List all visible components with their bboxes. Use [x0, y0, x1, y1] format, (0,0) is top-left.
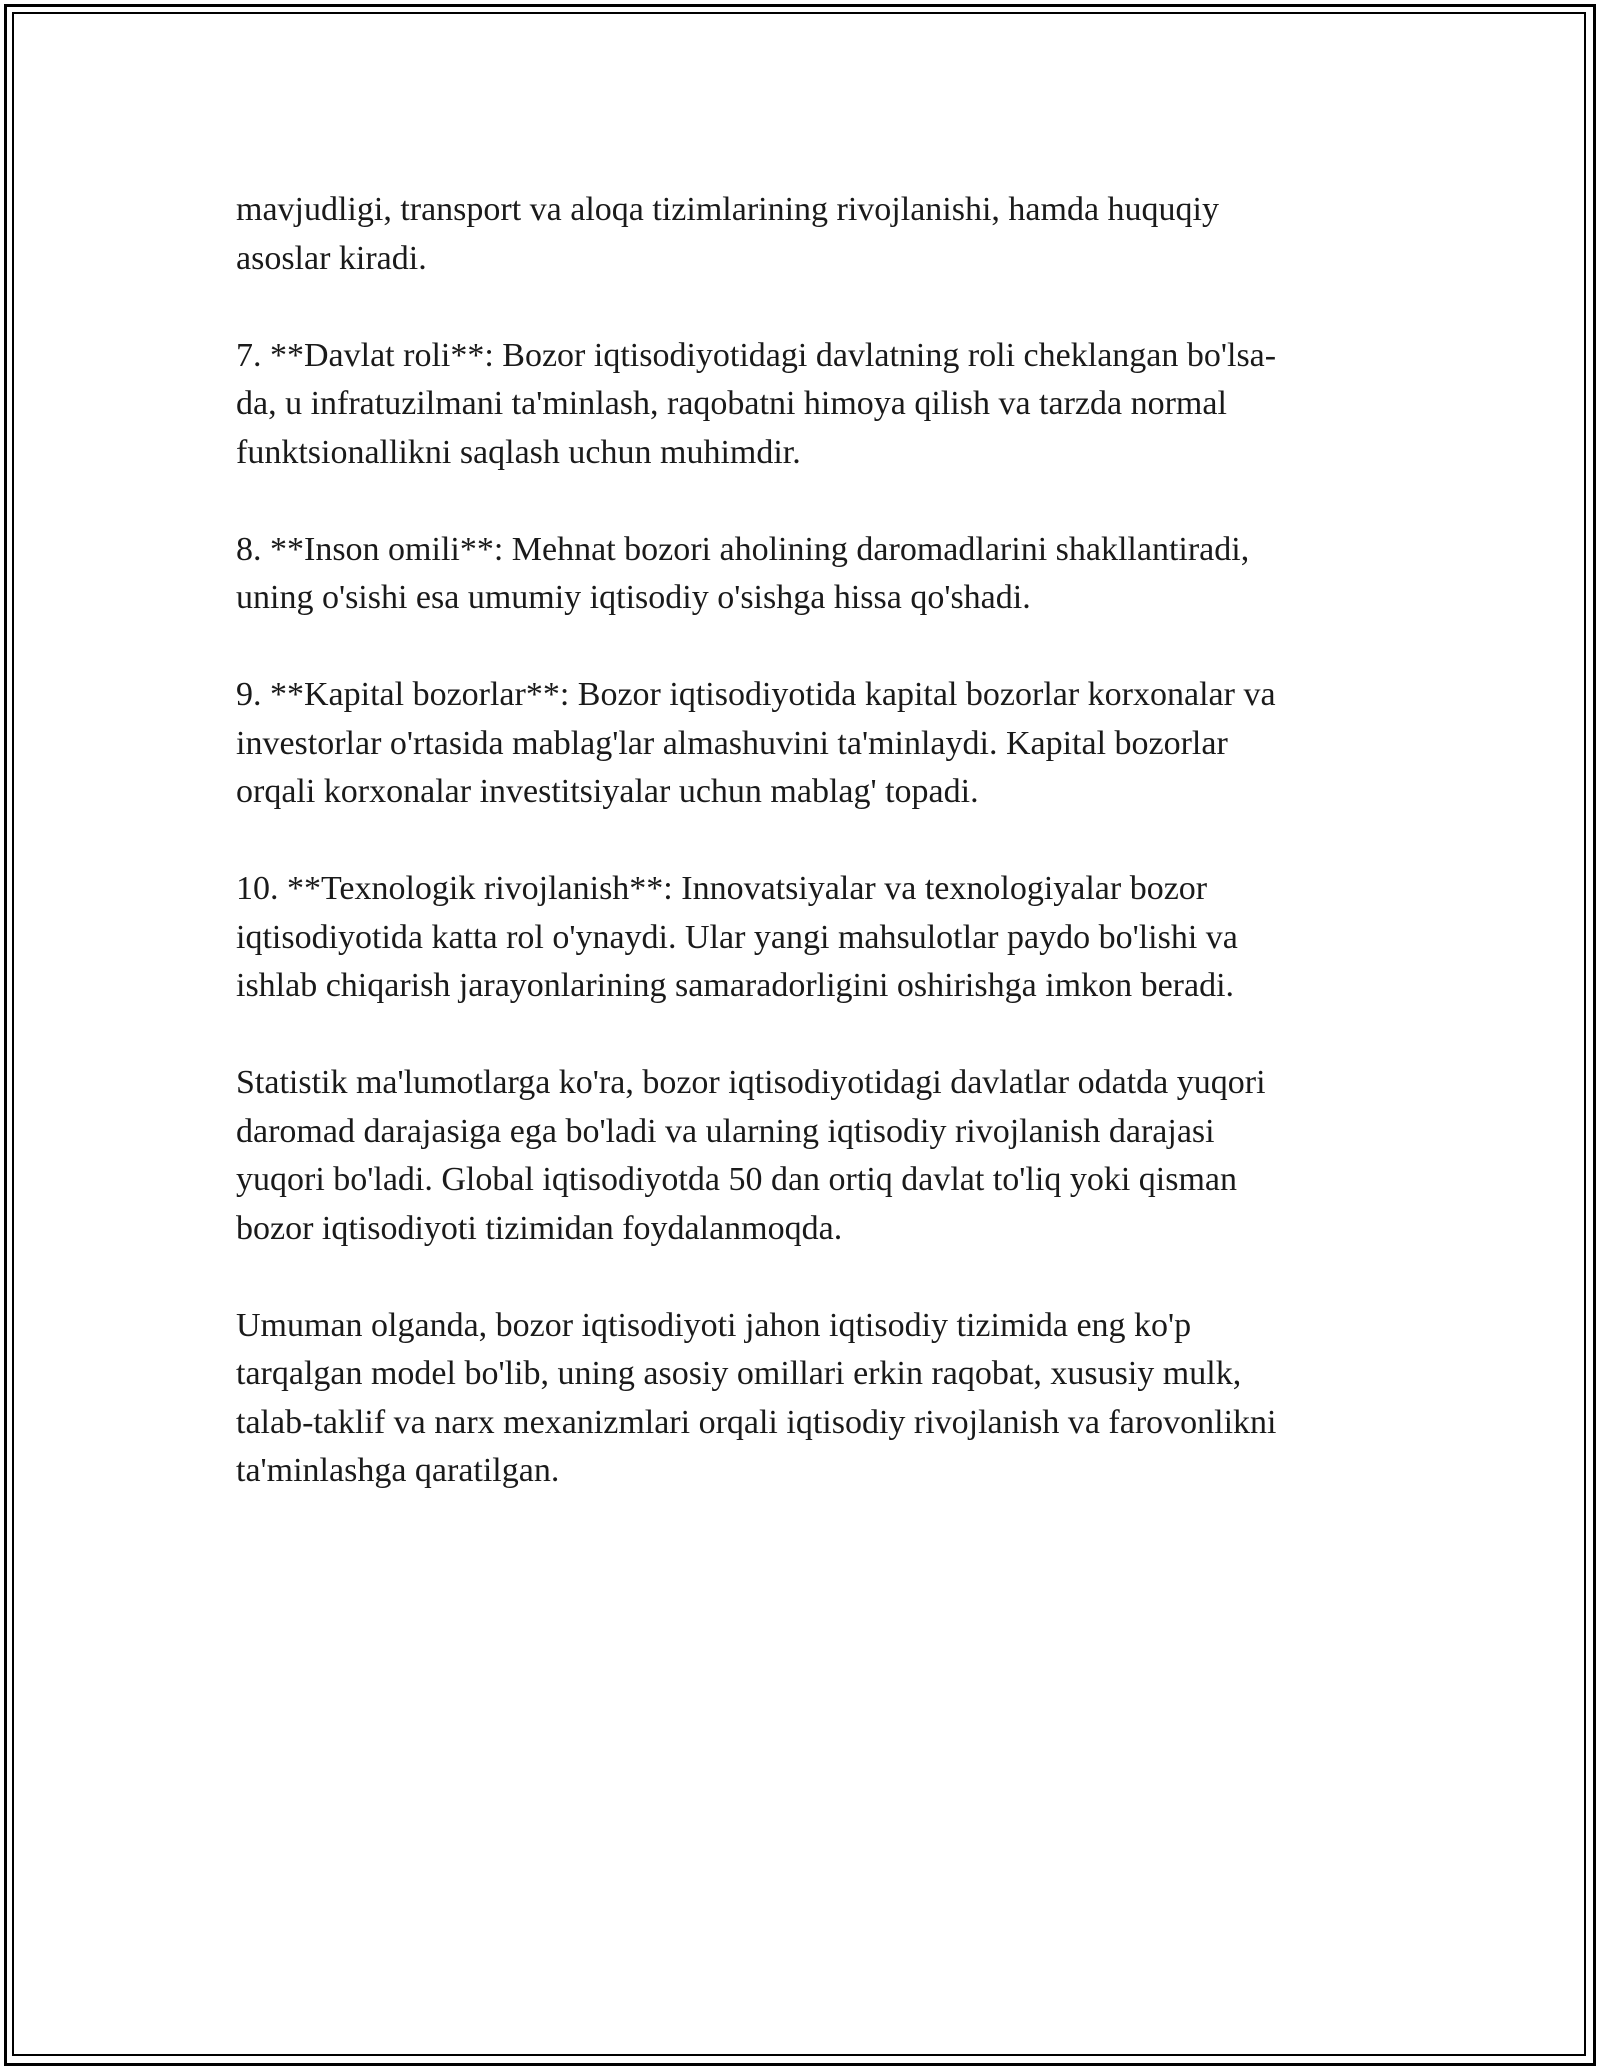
- paragraph-texnologik-rivojlanish: 10. **Texnologik rivojlanish**: Innovatsiyalar va texnologiyalar bozor iqtisodiyotida katta rol o'ynaydi. Ular yangi mahsulotlar paydo bo'lishi va ishlab chiqarish jarayonlarining samaradorligini oshirishga imkon beradi.: [236, 870, 1238, 1004]
- document-body: [236, 186, 1396, 1544]
- paragraph-davlat-roli: 7. **Davlat roli**: Bozor iqtisodiyotidagi davlatning roli cheklangan bo'lsa- da, u infratuzilmani ta'minlash, raqobatni himoya qilish va tarzda normal funktsionallikni saqlash uchun muhimdir.: [236, 336, 1277, 471]
- paragraph-inson-omili: 8. **Inson omili**: Mehnat bozori aholining daromadlarini shakllantiradi, uning o'sishi esa umumiy iqtisodiy o'sishga hissa qo'shadi.: [236, 530, 1250, 616]
- paragraph-statistics: Statistik ma'lumotlarga ko'ra, bozor iqtisodiyotidagi davlatlar odatda yuqori daromad darajasiga ega bo'ladi va ularning iqtisodiy rivojlanish darajasi yuqori bo'ladi. Global iqtisodiyotda 50 dan ortiq davlat to'liq yoki qisman bozor iqtisodiyoti tizimidan foydalanmoqda.: [236, 1064, 1266, 1247]
- paragraph-kapital-bozorlar: 9. **Kapital bozorlar**: Bozor iqtisodiyotida kapital bozorlar korxonalar va investorlar o'rtasida mablag'lar almashuvini ta'minlaydi. Kapital bozorlar orqali korxonalar investitsiyalar uchun mablag' topadi.: [236, 676, 1276, 810]
- paragraph-conclusion: Umuman olganda, bozor iqtisodiyoti jahon iqtisodiy tizimida eng ko'p tarqalgan model bo'lib, uning asosiy omillari erkin raqobat, xususiy mulk, talab-taklif va narx mexanizmlari orqali iqtisodiy rivojlanish va farovonlikni ta'minlashga qaratilgan.: [236, 1306, 1277, 1489]
- paragraph-infrastructure-continuation: mavjudligi, transport va aloqa tizimlarining rivojlanishi, hamda huquqiy asoslar kiradi.: [236, 191, 1219, 277]
